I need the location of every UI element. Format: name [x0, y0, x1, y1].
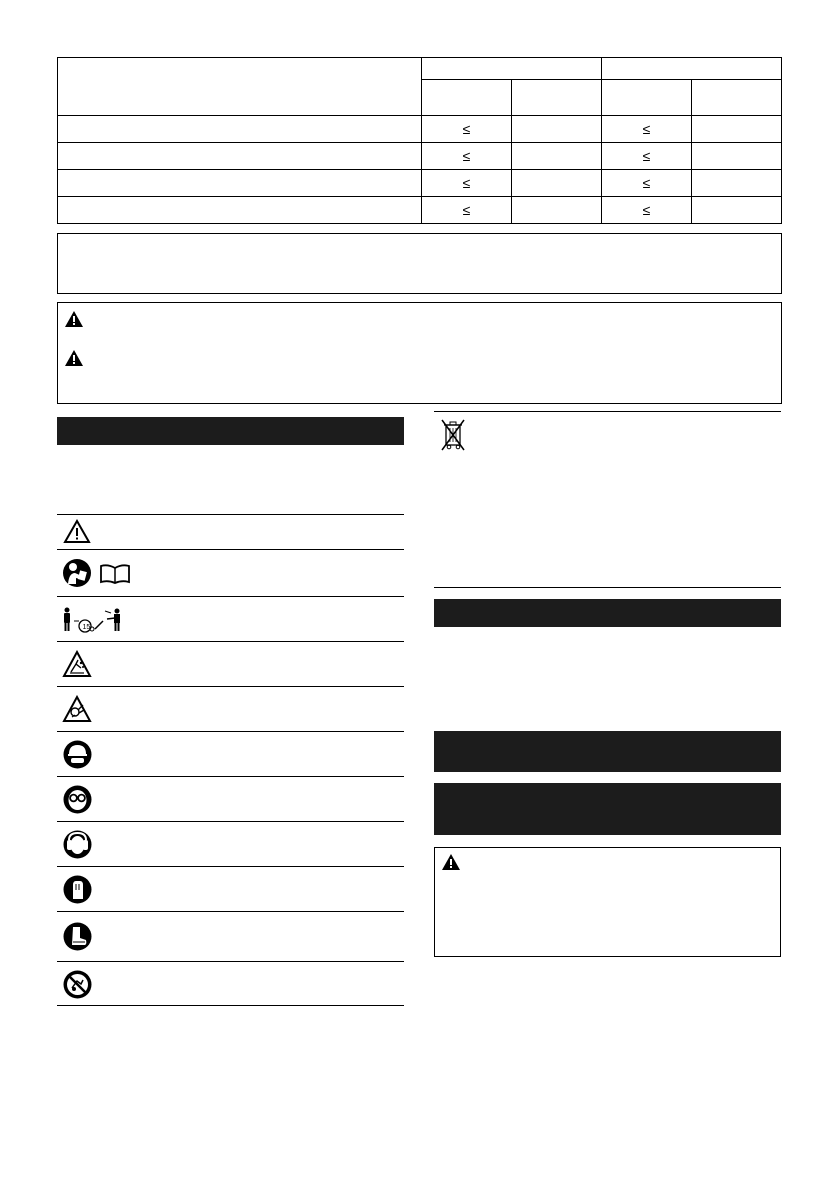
- table-cell: ≤: [602, 197, 692, 224]
- section-title-bar: [57, 417, 404, 445]
- section-title: [434, 599, 781, 611]
- table-cell: ≤: [422, 116, 512, 143]
- table-row: [58, 143, 782, 170]
- symbol-row: [57, 514, 404, 549]
- table-row-label: [58, 197, 422, 224]
- section-title: [57, 417, 404, 429]
- svg-text:15: 15: [82, 624, 91, 631]
- symbol-row: [57, 641, 404, 686]
- warning-triangle-icon: [63, 519, 91, 544]
- note-text: [58, 234, 781, 250]
- warning-box: [434, 847, 781, 957]
- note-box: [57, 233, 782, 294]
- section-title-bar: [434, 783, 781, 835]
- helmet-icon: [63, 740, 92, 769]
- warning-icon: [442, 854, 460, 870]
- table-cell: ≤: [602, 143, 692, 170]
- section-title-bar: [434, 599, 781, 627]
- table-row-label: [58, 170, 422, 197]
- warning-box: [57, 302, 782, 404]
- symbol-row: [57, 731, 404, 776]
- symbol-row: [57, 776, 404, 821]
- warning-icon: [65, 350, 83, 366]
- manual-book-icon: [99, 564, 131, 584]
- symbol-row: [57, 686, 404, 731]
- table-subheader: [422, 80, 512, 116]
- crossed-bin-icon: [440, 418, 466, 452]
- eye-protection-icon: [63, 785, 92, 814]
- symbol-row: [57, 821, 404, 866]
- table-cell: [512, 170, 602, 197]
- table-group-header-b: [602, 58, 782, 80]
- keep-distance-icon: [61, 607, 133, 633]
- gloves-icon: [63, 875, 92, 904]
- table-cell: ≤: [602, 116, 692, 143]
- section-title: [434, 783, 781, 795]
- table-cell: [512, 116, 602, 143]
- table-cell: ≤: [602, 170, 692, 197]
- section-title: [434, 731, 781, 743]
- symbol-row: [57, 596, 404, 641]
- table-row: [58, 116, 782, 143]
- table-row-label: [58, 116, 422, 143]
- read-manual-icon: [62, 558, 92, 588]
- boots-icon: [63, 922, 92, 951]
- table-cell: [692, 143, 782, 170]
- table-corner-cell: [58, 58, 422, 116]
- table-cell: [692, 116, 782, 143]
- symbol-row: [57, 549, 404, 596]
- table-row-label: [58, 143, 422, 170]
- symbol-row: [57, 866, 404, 911]
- table-subheader: [602, 80, 692, 116]
- section-title-bar: [434, 731, 781, 772]
- no-blade-icon: [63, 970, 92, 999]
- divider: [434, 587, 781, 588]
- table-row: [58, 170, 782, 197]
- table-cell: [512, 197, 602, 224]
- table-subheader: [692, 80, 782, 116]
- table-cell: [692, 170, 782, 197]
- symbol-row: [57, 961, 404, 1006]
- table-cell: ≤: [422, 197, 512, 224]
- symbol-row: [57, 911, 404, 961]
- table-subheader: [512, 80, 602, 116]
- hot-surface-icon: [62, 695, 92, 723]
- flying-objects-icon: [62, 650, 92, 678]
- table-group-header-a: [422, 58, 602, 80]
- warning-icon: [65, 311, 83, 327]
- table-cell: [512, 143, 602, 170]
- table-row: [58, 197, 782, 224]
- ear-protection-icon: [63, 830, 92, 859]
- divider: [434, 411, 781, 412]
- specification-table: [57, 57, 782, 224]
- table-cell: ≤: [422, 143, 512, 170]
- table-cell: ≤: [422, 170, 512, 197]
- table-cell: [692, 197, 782, 224]
